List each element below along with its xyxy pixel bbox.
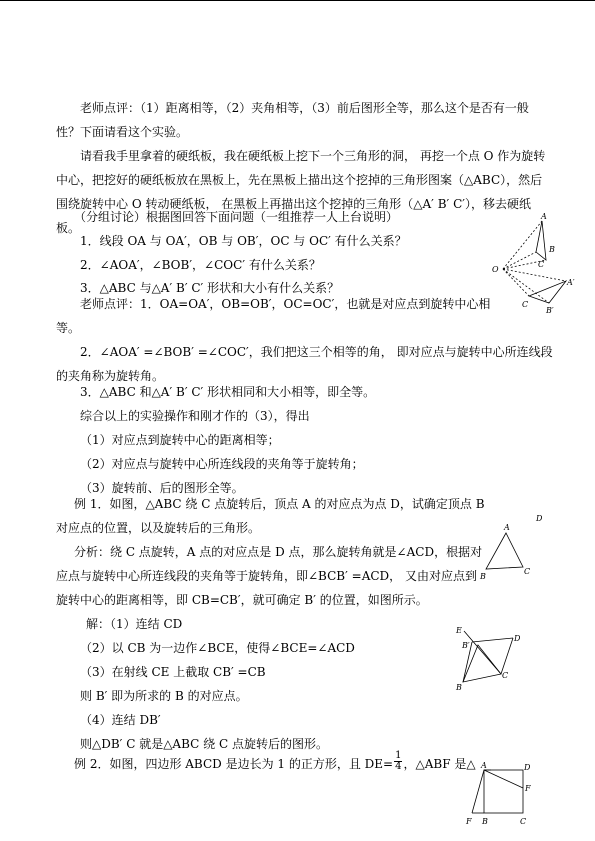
label-a: A: [504, 523, 510, 532]
label-c: C: [520, 817, 527, 826]
text-line: 请看我手里拿着的硬纸板，我在硬纸板上挖下一个三角形的洞， 再挖一个点 O 作为旋转: [80, 149, 546, 163]
label-d: D: [524, 763, 531, 772]
text-line: 2．∠AOA′ =∠BOB′ =∠COC′，我们把这三个相等的角， 即对应点与旋转中心所连线段: [80, 345, 553, 359]
label-a: A: [481, 761, 487, 770]
example-2-line: [74, 750, 476, 772]
text-line: 解：（1）连结 CD: [86, 617, 183, 631]
construction-figure: [452, 622, 527, 694]
text-line: 板。: [56, 221, 81, 235]
segment-oc: [503, 252, 536, 269]
triangle-abc: [486, 533, 523, 569]
label-b-prime: B′: [462, 641, 470, 650]
text-line: （3）在射线 CE 上截取 CB′ =CB: [80, 665, 266, 679]
text-line: 应点与旋转中心所连线段的夹角等于旋转角，即∠BCB′ =ACD， 又由对应点到: [56, 569, 477, 583]
text-line: 中心，把挖好的硬纸板放在黑板上，先在黑板上描出这个挖掉的三角形图案（△ABC），然后: [56, 173, 543, 187]
square-figure: [460, 760, 536, 830]
segment-af: [472, 770, 484, 813]
example-2-text: 例 2．如图，四边形 ABCD 是边长为 1 的正方形，且 DE=: [74, 757, 394, 771]
label-d: D: [514, 634, 521, 643]
segment-ob2: [503, 269, 549, 303]
segment-oc2: [503, 269, 529, 296]
label-b: B: [482, 817, 488, 826]
text-line: 则 B′ 即为所求的 B 的对应点。: [80, 689, 248, 703]
text-line: （3）旋转前、后的图形全等。: [80, 481, 244, 495]
label-c-prime: C: [522, 300, 529, 309]
fraction-denominator: 4: [395, 761, 402, 772]
segment-af2: [484, 770, 523, 788]
segment-dc: [501, 638, 513, 674]
text-line: 对应点的位置，以及旋转后的三角形。: [56, 521, 261, 535]
text-line: 例 1．如图，△ABC 绕 C 点旋转后，顶点 A 的对应点为点 D，试确定顶点 B: [74, 497, 485, 511]
text-line: （4）连结 DB′: [80, 713, 161, 727]
label-a-prime: A′: [567, 278, 575, 287]
fraction: [394, 751, 402, 772]
triangle-abc: [536, 221, 546, 260]
label-b: B: [549, 245, 555, 254]
rotation-figure: [486, 208, 584, 314]
text-line: 2．∠AOA′，∠BOB′，∠COC′ 有什么关系？: [80, 258, 321, 272]
text-line: （2）以 CB 为一边作∠BCE，使得∠BCE=∠ACD: [80, 641, 355, 655]
text-line: （2）对应点与旋转中心所连线段的夹角等于旋转角；: [80, 457, 364, 471]
square-abcd: [484, 770, 523, 813]
text-line: （1）对应点到旋转中心的距离相等；: [80, 433, 280, 447]
segment-db2: [472, 638, 513, 642]
example-2-text-end: ，△ABF 是△: [403, 757, 476, 771]
text-line: 老师点评：（1）距离相等，（2）夹角相等，（3）前后图形全等，那么这个是否有一般: [80, 101, 529, 115]
example-1-figure: [478, 508, 560, 584]
text-line: 3．△ABC 和△A′ B′ C′ 形状相同和大小相等，即全等。: [80, 385, 376, 399]
label-b: B: [480, 572, 486, 581]
text-line: 分析：绕 C 点旋转，A 点的对应点是 D 点，那么旋转角就是∠ACD，根据对: [74, 545, 483, 559]
triangle-abc: [463, 645, 501, 682]
text-line: 围绕旋转中心 O 转动硬纸板， 在黑板上再描出这个挖掉的三角形（△A′ B′ C′），移去硬纸: [56, 197, 531, 211]
text-line: 旋转中心的距离相等，即 CB=CB′，就可确定 B′ 的位置，如图所示。: [56, 593, 428, 607]
label-b-prime: B′: [546, 306, 554, 315]
text-line: 老师点评：1．OA=OA′，OB=OB′，OC=OC′，也就是对应点到旋转中心相: [80, 297, 491, 311]
text-line: 3．△ABC 与△A′ B′ C′ 形状和大小有什么关系？: [80, 281, 340, 295]
text-line: 等。: [56, 321, 81, 335]
label-c: C: [524, 567, 531, 576]
label-c: C: [502, 671, 509, 680]
label-f-right: F: [525, 784, 531, 793]
text-line: 1．线段 OA 与 OA′，OB 与 OB′，OC 与 OC′ 有什么关系？: [80, 234, 407, 248]
page-top-rule: [0, 0, 595, 1]
label-a: A: [541, 212, 547, 221]
text-line: （分组讨论）根据图回答下面问题（一组推荐一人上台说明）: [74, 210, 399, 224]
label-d: D: [536, 514, 543, 523]
fraction-numerator: 1: [395, 750, 402, 761]
label-o: O: [492, 265, 499, 274]
text-line: 性？下面请看这个实验。: [56, 125, 189, 139]
text-line: 的夹角称为旋转角。: [56, 369, 165, 383]
label-c: C: [538, 260, 545, 269]
label-e: E: [456, 626, 462, 635]
text-line: 综合以上的实验操作和刚才作的（3），得出: [80, 409, 310, 423]
triangle-a2b2c2: [529, 281, 566, 303]
text-line: 则△DB′ C 就是△ABC 绕 C 点旋转后的图形。: [80, 737, 328, 751]
label-f: F: [466, 817, 472, 826]
label-b: B: [456, 683, 462, 692]
